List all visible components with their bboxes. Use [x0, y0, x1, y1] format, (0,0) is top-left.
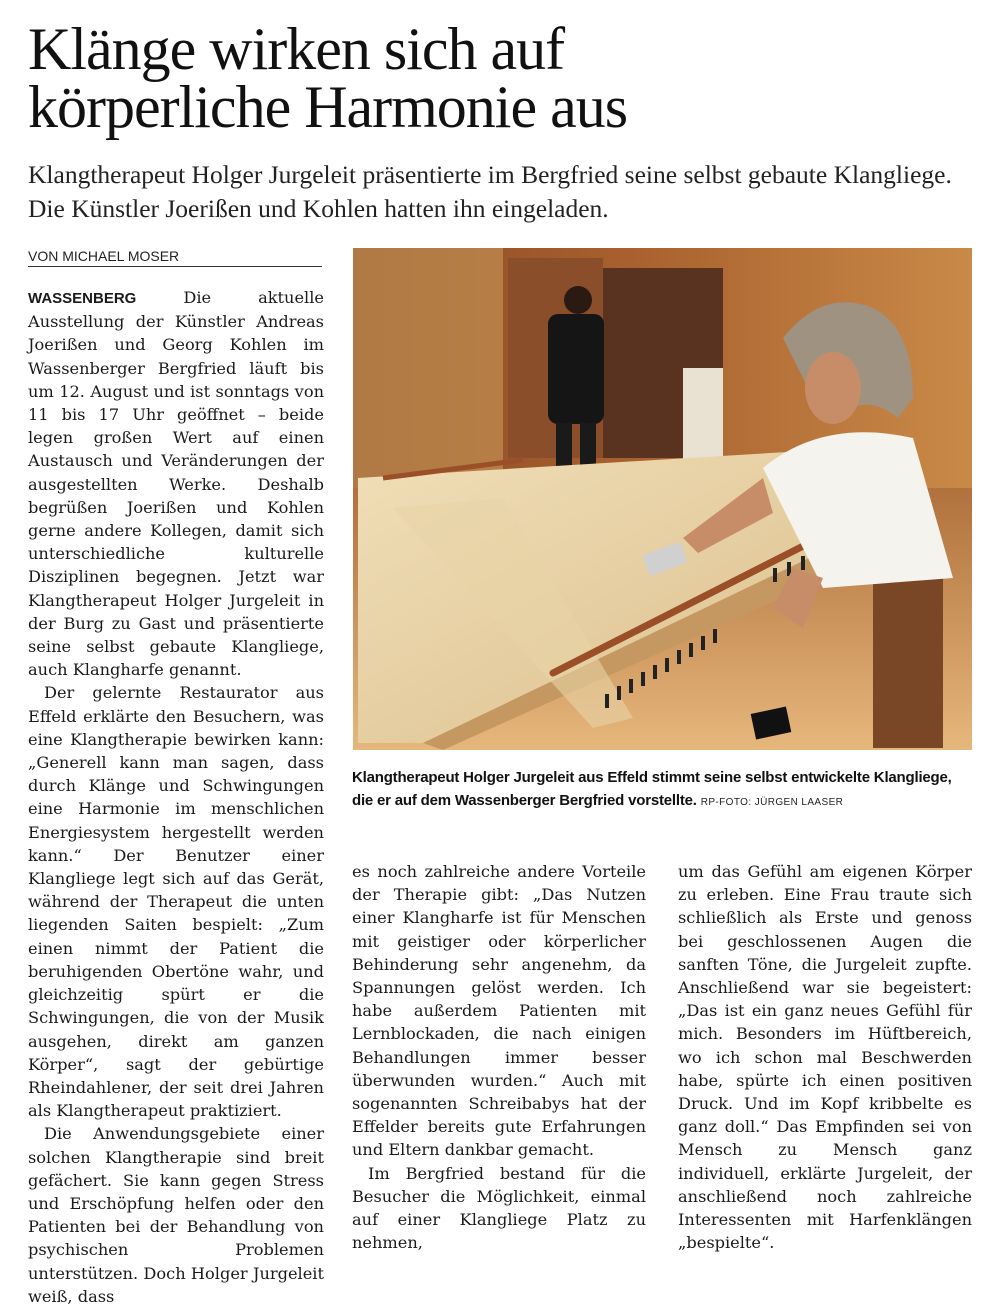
paragraph-4: Im Bergfried bestand für die Besucher die Möglichkeit, einmal auf einer Klangliege Platz zu nehmen,: [352, 1163, 646, 1253]
paragraph-3: Die Anwendungsgebiete einer solchen Klangtherapie sind breit gefächert. Sie kann gegen Stress und Erschöpfung helfen oder den Patienten bei der Behandlung von psychischen Problemen unterstützen. Doch Holger Jurgeleit weiß, dass: [28, 1124, 324, 1306]
photo-credit: RP-FOTO: JÜRGEN LAASER: [700, 797, 844, 808]
article-column-2: [352, 860, 646, 1253]
klangliege-photo-illustration: [353, 248, 972, 750]
dateline: WASSENBERG: [28, 290, 137, 307]
photo-caption: [352, 766, 972, 814]
headline: [28, 16, 968, 140]
paragraph-2: Der gelernte Restaurator aus Effeld erklärte den Besuchern, was eine Klangtherapie bewirken kann: „Generell kann man sagen, dass durch Klänge und Schwingungen eine Harmonie im menschlichen Energiesystem hergestellt werden kann.“ Der Benutzer einer Klangliege legt sich auf das Gerät, während der Therapeut die unten liegenden Saiten bespielt: „Zum einen nimmt der Patient die beruhigenden Obertöne wahr, und gleichzeitig spürt er die Schwingungen, die von der Musik ausgehen, direkt am ganzen Körper“, sagt der gebürtige Rheindahlener, der seit drei Jahren als Klangtherapeut praktiziert.: [28, 683, 324, 1121]
byline: VON MICHAEL MOSER: [28, 248, 322, 267]
paragraph-1-text: Die aktuelle Ausstellung der Künstler Andreas Joerißen und Georg Kohlen im Wassenberger Bergfried läuft bis um 12. August und ist sonntags von 11 bis 17 Uhr geöffnet – beide legen großen Wert auf einen Austausch und Veränderungen der ausgestellten Werke. Deshalb begrüßen Joerißen und Kohlen gerne andere Kollegen, damit sich unterschiedliche kulturelle Disziplinen begegnen. Jetzt war Klangtherapeut Holger Jurgeleit in der Burg zu Gast und präsentierte seine selbst gebaute Klangliege, auch Klangharfe genannt.: [28, 288, 324, 680]
headline-line-1: Klänge wirken sich auf: [28, 16, 565, 82]
paragraph-4-continued: um das Gefühl am eigenen Körper zu erleben. Eine Frau traute sich schließlich als Erste und genoss bei geschlossenen Augen die sanften Töne, die Jurgeleit zupfte. Anschließend war sie begeistert: „Das ist ein ganz neues Gefühl für mich. Besonders im Hüftbereich, wo ich schon mal Beschwerden habe, spürte ich einen positiven Druck. Und im Kopf kribbelte es ganz doll.“ Das Empfinden sei von Mensch zu Mensch ganz individuell, erklärte Jurgeleit, der anschließend noch zahlreiche Interessenten mit Harfenklängen „bespielte“.: [678, 862, 972, 1253]
headline-line-2: körperliche Harmonie aus: [28, 74, 628, 140]
caption-text: Klangtherapeut Holger Jurgeleit aus Effeld stimmt seine selbst entwickelte Klangliege, die er auf dem Wassenberger Bergfried vorstellte.: [352, 769, 952, 809]
article-column-3: [678, 860, 972, 1253]
article-photo: [353, 248, 972, 750]
deck-subtitle: Klangtherapeut Holger Jurgeleit präsentierte im Bergfried seine selbst gebaute Klangliege. Die Künstler Joerißen und Kohlen hatten ihn eingeladen.: [28, 160, 952, 223]
paragraph-3-continued: es noch zahlreiche andere Vorteile der Therapie gibt: „Das Nutzen einer Klangharfe ist für Menschen mit geistiger oder körperlicher Behinderung sehr angenehm, da Spannungen gelöst werden. Ich habe außerdem Patienten mit Lernblockaden, die nach einigen Behandlungen immer besser überwunden wurden.“ Auch mit sogenannten Schreibabys hat der Effelder bereits gute Erfahrungen und Eltern dankbar gemacht.: [352, 862, 646, 1160]
paragraph-1: [28, 286, 324, 681]
article-column-1: [28, 286, 324, 1306]
